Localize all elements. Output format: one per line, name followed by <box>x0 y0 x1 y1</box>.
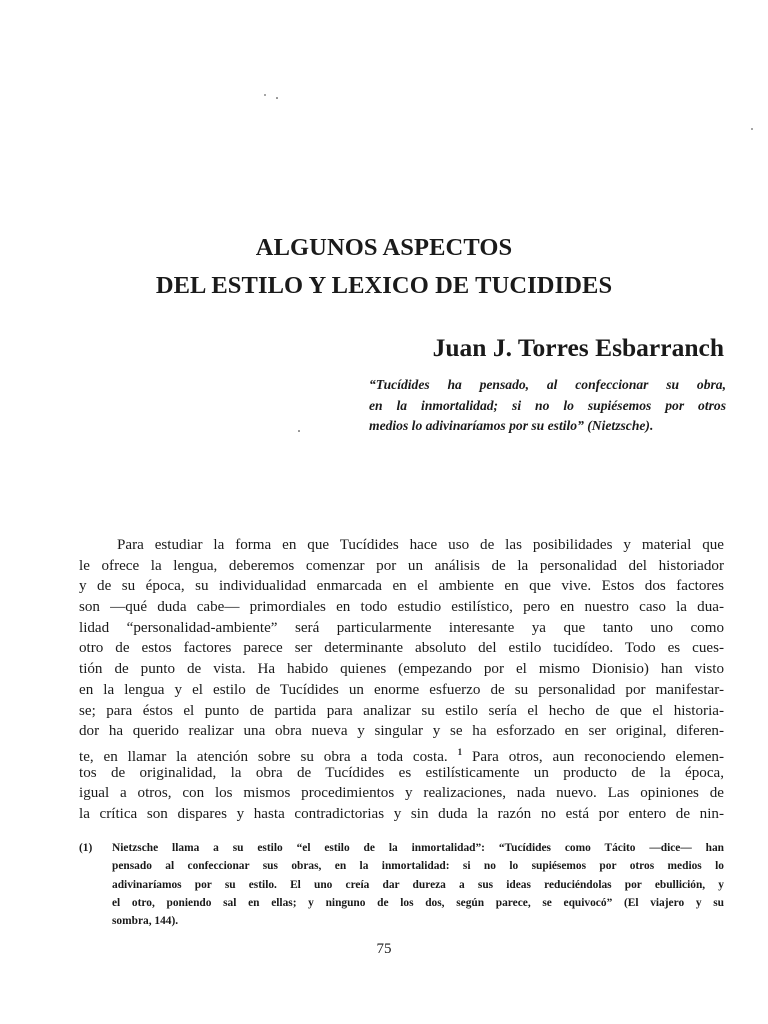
epigraph-line: en la inmortalidad; si no lo supiésemos por otros <box>369 397 726 413</box>
epigraph-line: “Tucídides ha pensado, al confeccionar su obra, <box>369 377 726 392</box>
body-line: le ofrece la lengua, deberemos comenzar por un análisis de la personalidad del historiador <box>79 557 724 574</box>
body-line: igual a otros, con los mismos procedimientos y realizaciones, nada nuevo. Las opiniones de <box>79 785 724 802</box>
article-title-line-2: DEL ESTILO Y LEXICO DE TUCIDIDES <box>155 272 613 299</box>
scan-speck <box>751 128 753 130</box>
body-line: otro de estos factores parece ser determinante absoluto del estilo tucidídeo. Todo es cues- <box>79 640 724 657</box>
body-line: son —qué duda cabe— primordiales en todo estudio estilístico, pero en nuestro caso la dua- <box>79 599 724 616</box>
scan-speck <box>264 94 266 96</box>
body-line-text: Para otros, aun reconociendo elemen- <box>472 748 725 765</box>
body-line: y de su época, su individualidad enmarcada en el ambiente en que vive. Estos dos factores <box>79 578 724 595</box>
body-paragraph <box>79 535 724 825</box>
scan-speck <box>298 430 300 432</box>
epigraph <box>369 375 726 437</box>
body-line: lidad “personalidad-ambiente” será particularmente interesante ya que tanto uno como <box>79 619 724 636</box>
body-line: Para estudiar la forma en que Tucídides hace uso de las posibilidades y material que <box>117 537 724 553</box>
footnote-line: adivinaríamos por su estilo. El uno creía dar dureza a sus ideas reduciéndolas por ebullición, y <box>112 878 724 891</box>
body-line-with-note <box>79 742 724 763</box>
page-number: 75 <box>376 941 392 957</box>
body-line-text: te, en llamar la atención sobre su obra a toda costa. <box>79 748 448 765</box>
scan-speck <box>276 97 278 99</box>
footnote-line: Nietzsche llama a su estilo “el estilo de la inmortalidad”: “Tucídides como Tácito —dice— han <box>112 842 724 854</box>
footnote-reference: 1 <box>457 746 463 757</box>
epigraph-line: medios lo adivinaríamos por su estilo” (Nietzsche). <box>369 418 654 433</box>
footnote-marker: (1) <box>79 842 93 854</box>
author-name: Juan J. Torres Esbarranch <box>432 333 724 362</box>
footnote <box>79 839 724 930</box>
body-line: dor ha querido realizar una obra nueva y singular y se ha esforzado en ser original, diferen- <box>79 723 724 740</box>
body-line: la crítica son dispares y hasta contradictorias y sin duda la razón no está por entero de nin- <box>79 805 724 822</box>
body-line: tos de originalidad, la obra de Tucídides es estilísticamente un producto de la época, <box>79 764 724 781</box>
footnote-body <box>112 839 724 930</box>
body-line: tión de punto de vista. Ha habido quienes (empezando por el mismo Dionisio) han visto <box>79 661 724 678</box>
footnote-line: el otro, poniendo sal en ellas; y ninguno de los dos, según parece, se equivocó” (El viajero y su <box>112 896 724 909</box>
article-title-line-1: ALGUNOS ASPECTOS <box>255 234 513 261</box>
footnote-line: pensado al confeccionar sus obras, en la inmortalidad: si no lo supiésemos por otros medios lo <box>112 860 724 873</box>
body-line: en la lengua y el estilo de Tucídides un enorme esfuerzo de su personalidad por manifestar- <box>79 681 724 698</box>
footnote-line: sombra, 144). <box>112 915 179 928</box>
body-line: se; para éstos el punto de partida para analizar su estilo sería el hecho de que el historia- <box>79 702 724 719</box>
